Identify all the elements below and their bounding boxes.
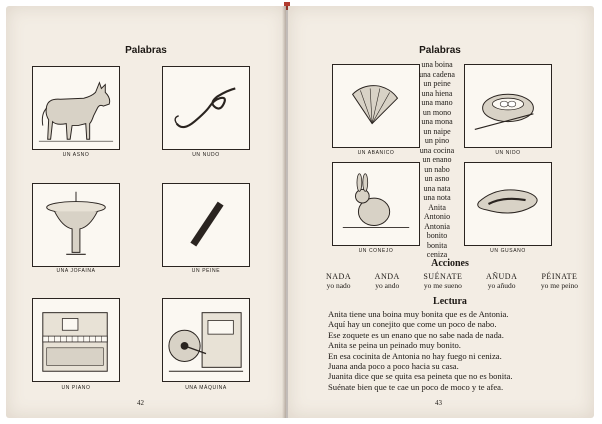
page-number-right: 43 xyxy=(435,399,442,407)
caption-gusano: UN GUSANO xyxy=(490,248,526,254)
word-item: un peine xyxy=(423,79,451,88)
acciones-row xyxy=(326,272,578,290)
word-item: una nata xyxy=(423,183,451,193)
word-item: un asno xyxy=(424,174,450,183)
knot-icon xyxy=(162,66,250,150)
word-item: Anita xyxy=(428,202,446,212)
page-number-left: 42 xyxy=(137,399,144,407)
washbasin-icon xyxy=(32,183,120,267)
accion-verb: ANDA xyxy=(374,272,400,281)
accion-item xyxy=(375,272,400,290)
word-item: Antonia xyxy=(424,221,450,231)
accion-item xyxy=(486,272,517,290)
word-item: ceniza xyxy=(426,250,448,259)
lectura-line: Anita tiene una boina muy bonita que es de Antonia. xyxy=(328,309,509,319)
word-item: un mono xyxy=(422,107,452,117)
word-item: una cadena xyxy=(419,69,455,79)
donkey-icon xyxy=(32,66,120,150)
word-list xyxy=(412,60,462,260)
accion-conj: yo me peino xyxy=(540,281,578,290)
caption-peine: UN PEINE xyxy=(191,268,221,274)
fan-icon xyxy=(332,64,420,148)
accion-item xyxy=(541,272,578,290)
lectura-line: Aquí hay un conejito que come un poco de nabo. xyxy=(328,319,497,330)
word-item: bonito xyxy=(426,231,448,240)
rabbit-icon xyxy=(332,162,420,246)
caption-piano: UN PIANO xyxy=(61,385,91,391)
lectura-line: Suénate bien que te cae un poco de moco y te afea. xyxy=(328,381,504,392)
accion-verb: PÉINATE xyxy=(541,272,578,281)
word-item: una hiena xyxy=(421,88,453,98)
word-item: una mano xyxy=(421,98,453,107)
word-item: Antonio xyxy=(423,212,451,221)
accion-verb: NADA xyxy=(326,272,352,281)
lectura-line: Ese zoquete es un enano que no sabe nada de nada. xyxy=(328,329,504,340)
caption-asno: UN ASNO xyxy=(62,152,90,158)
lectura-line: Anita se peina un peinado muy bonito. xyxy=(328,340,461,351)
lectura-line: En esa cocinita de Antonia no hay fuego ni ceniza. xyxy=(328,350,502,361)
caption-nudo: UN NUDO xyxy=(192,152,220,158)
accion-conj: yo ando xyxy=(375,281,400,290)
accion-verb: AÑUDA xyxy=(485,272,518,281)
worm-icon xyxy=(464,162,552,246)
accion-conj: yo nado xyxy=(326,281,351,290)
accion-item xyxy=(423,272,462,290)
word-item: una mona xyxy=(421,117,453,126)
page-heading-right: Palabras xyxy=(419,45,461,56)
word-item: una nota xyxy=(423,193,451,202)
word-item: bonita xyxy=(427,240,447,250)
caption-maquina: UNA MÁQUINA xyxy=(185,385,227,391)
accion-conj: yo me sueno xyxy=(423,281,462,290)
lectura-line: Juanita dice que se quita esa peineta que no es bonita. xyxy=(328,371,513,382)
accion-conj: yo añudo xyxy=(487,281,516,290)
word-item: una cocina xyxy=(419,145,455,155)
caption-nido: UN NIDO xyxy=(495,150,521,156)
caption-abanico: UN ABANICO xyxy=(357,150,395,156)
lectura-text xyxy=(328,309,584,392)
nest-icon xyxy=(464,64,552,148)
caption-conejo: UN CONEJO xyxy=(358,248,394,254)
word-item: un enano xyxy=(422,155,452,164)
accion-item xyxy=(326,272,351,290)
caption-jofaina: UNA JOFAINA xyxy=(56,268,96,274)
lectura-heading: Lectura xyxy=(433,296,467,307)
page-heading-left: Palabras xyxy=(125,45,167,56)
word-item: un naipe xyxy=(423,126,451,136)
accion-verb: SUÉNATE xyxy=(423,272,463,281)
word-item: un nabo xyxy=(424,164,450,174)
acciones-heading: Acciones xyxy=(431,258,469,269)
lectura-line: Juana anda poco a poco hacia su casa. xyxy=(328,361,459,372)
word-item: una boina xyxy=(421,60,453,69)
piano-icon xyxy=(32,298,120,382)
word-item: un pino xyxy=(424,136,450,145)
comb-icon xyxy=(162,183,250,267)
machine-icon xyxy=(162,298,250,382)
